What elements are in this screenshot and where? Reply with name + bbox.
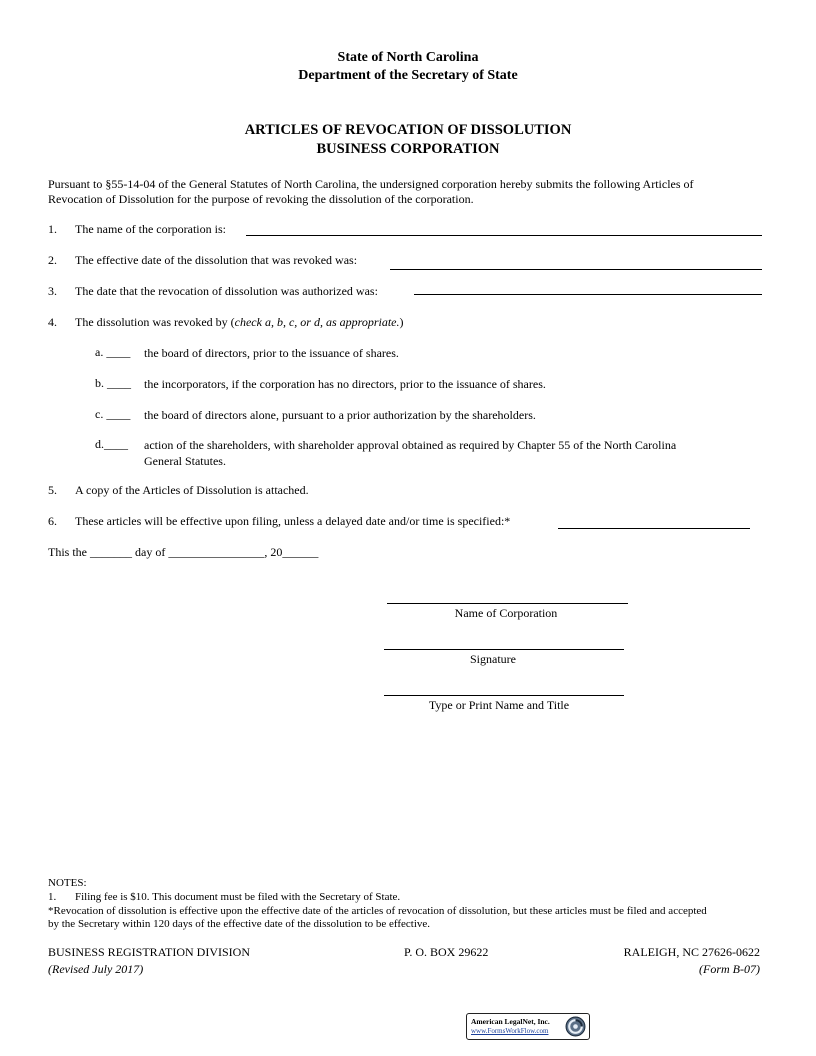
signature-field[interactable] [384,649,624,650]
option-c-text: the board of directors alone, pursuant to a prior authorization by the shareholders. [144,408,536,422]
footer-form-number: (Form B-07) [699,962,760,976]
effective-date-field[interactable] [558,528,750,529]
logo-company: American LegalNet, Inc. [471,1017,550,1026]
item-3-number: 3. [48,284,57,298]
item-2-number: 2. [48,253,57,267]
option-d-text-line-1: action of the shareholders, with shareholder approval obtained as required by Chapter 55 of the North Carolina [144,438,677,452]
intro-line-1: Pursuant to §55-14-04 of the General Statutes of North Carolina, the undersigned corporation hereby submits the following Articles of [48,177,694,191]
name-of-corporation-label: Name of Corporation [454,606,558,620]
item-5-text: A copy of the Articles of Dissolution is attached. [75,483,309,497]
footer-revised: (Revised July 2017) [48,962,144,976]
dissolution-date-field[interactable] [390,269,762,270]
option-c-blank[interactable]: c. ____ [95,407,131,421]
item-1-number: 1. [48,222,57,236]
option-d-blank[interactable]: d.____ [95,437,128,451]
option-b-text: the incorporators, if the corporation has no directors, prior to the issuance of shares. [144,377,546,391]
option-a-text: the board of directors, prior to the issuance of shares. [144,346,399,360]
print-name-title-label: Type or Print Name and Title [428,698,570,712]
item-6-number: 6. [48,514,57,528]
corporation-name-signature-field[interactable] [387,603,628,604]
item-3-label: The date that the revocation of dissolution was authorized was: [75,284,378,298]
option-a-blank[interactable]: a. ____ [95,345,131,359]
americanlegalnet-logo[interactable] [466,1013,590,1040]
state-heading: State of North Carolina [337,50,479,65]
note-2-line-1: *Revocation of dissolution is effective upon the effective date of the articles of revocation of dissolution, but these articles must be filed and accepted [48,905,707,917]
option-d-text-line-2: General Statutes. [144,454,226,468]
note-2-line-2: by the Secretary within 120 days of the effective date of the dissolution to be effective. [48,918,431,930]
item-2-label: The effective date of the dissolution that was revoked was: [75,253,358,267]
intro-line-2: Revocation of Dissolution for the purpose of revoking the dissolution of the corporation. [48,192,474,206]
execution-date-line[interactable]: This the _______ day of ________________, 20______ [48,545,319,559]
corporation-name-field[interactable] [246,235,762,236]
item-4-instruction: check a, b, c, or d, as appropriate. [234,315,400,329]
notes-heading: NOTES: [48,877,87,889]
note-1-text: Filing fee is $10. This document must be filed with the Secretary of State. [75,891,401,903]
note-1-number: 1. [48,891,57,903]
item-4-number: 4. [48,315,57,329]
item-6-label: These articles will be effective upon filing, unless a delayed date and/or time is specified:* [75,514,511,528]
print-name-title-field[interactable] [384,695,624,696]
footer-po-box: P. O. BOX 29622 [404,945,489,959]
item-5-number: 5. [48,483,57,497]
authorization-date-field[interactable] [414,294,762,295]
signature-label: Signature [470,652,516,666]
footer-division: BUSINESS REGISTRATION DIVISION [48,945,251,959]
department-heading: Department of the Secretary of State [298,68,518,83]
form-title: ARTICLES OF REVOCATION OF DISSOLUTION [244,122,572,138]
item-1-label: The name of the corporation is: [75,222,226,236]
item-4-label: The dissolution was revoked by (check a, b, c, or d, as appropriate.) [75,315,404,329]
footer-city: RALEIGH, NC 27626-0622 [623,945,760,959]
option-b-blank[interactable]: b. ____ [95,376,131,390]
globe-icon [565,1016,586,1037]
logo-url[interactable]: www.FormsWorkFlow.com [471,1027,549,1035]
form-subtitle: BUSINESS CORPORATION [316,141,500,157]
